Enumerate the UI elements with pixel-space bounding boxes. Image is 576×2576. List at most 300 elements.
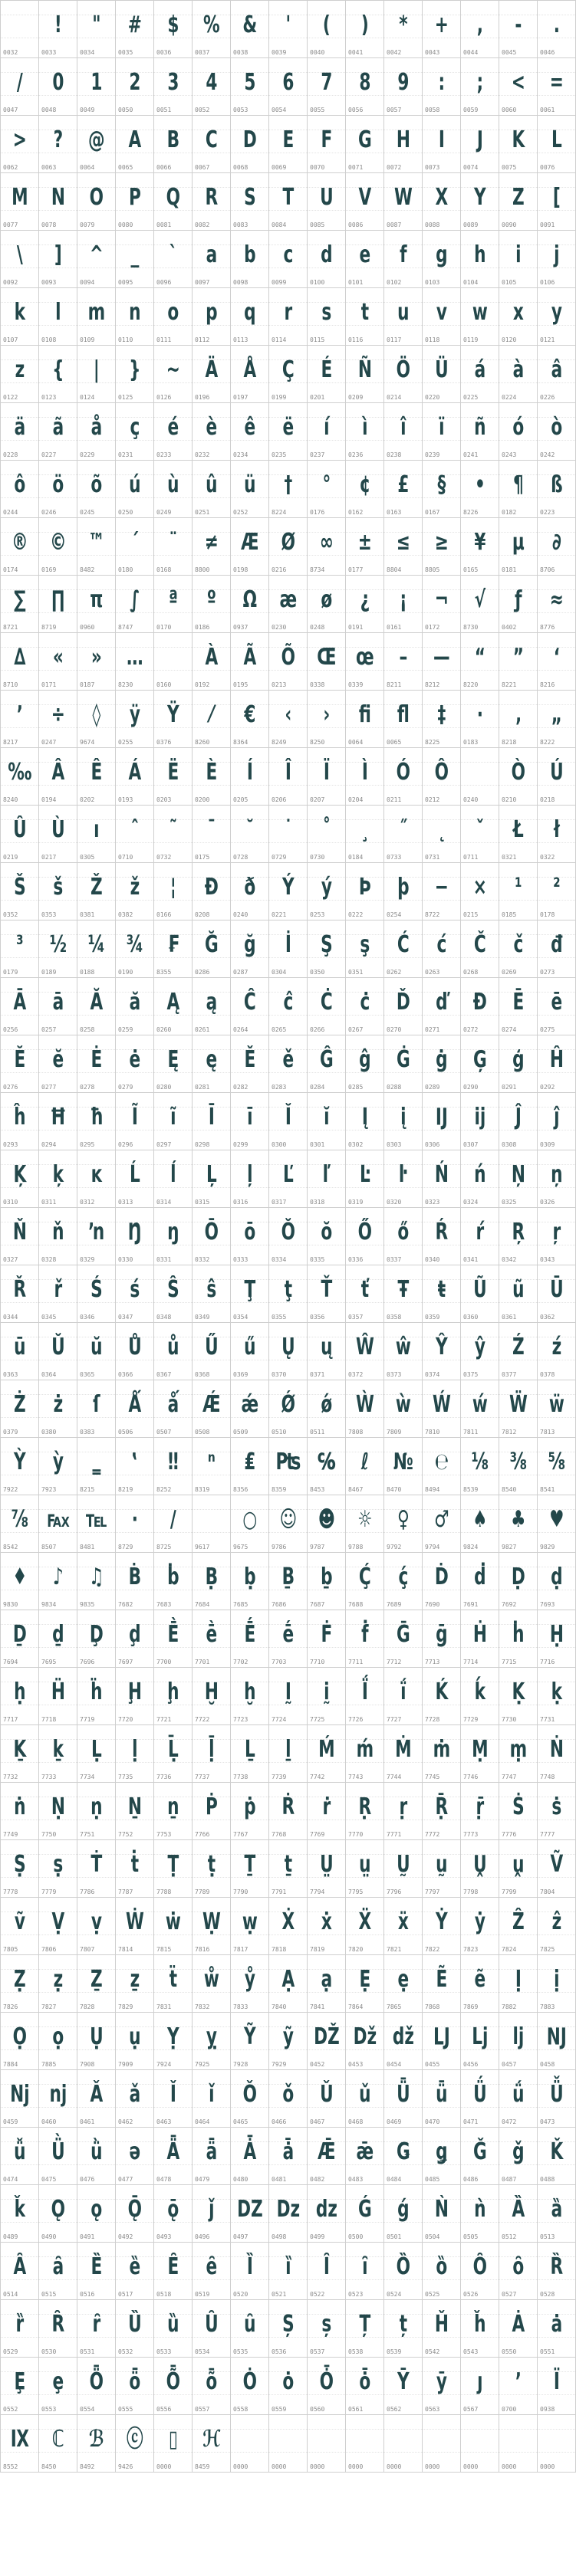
glyph-code-label: 0279 bbox=[118, 1084, 133, 1091]
glyph-code-label: 8710 bbox=[3, 681, 18, 688]
glyph-code-label: 0272 bbox=[463, 1026, 479, 1033]
glyph-cell bbox=[1, 1380, 39, 1438]
glyph-cell bbox=[346, 2070, 384, 2128]
glyph-sample: ¿ bbox=[360, 586, 370, 613]
glyph-cell bbox=[154, 1955, 193, 2013]
glyph-sample: Ṭ bbox=[167, 1851, 179, 1878]
glyph-cell bbox=[538, 1553, 576, 1610]
glyph-code-label: 7909 bbox=[118, 2061, 133, 2068]
glyph-cell bbox=[499, 1093, 538, 1150]
glyph-cell bbox=[308, 288, 346, 346]
glyph-code-label: 0250 bbox=[118, 509, 133, 516]
glyph-cell bbox=[39, 2243, 77, 2300]
glyph-code-label: 0476 bbox=[80, 2176, 95, 2183]
glyph-sample: ŕ bbox=[476, 1219, 484, 1245]
glyph-code-label: 0367 bbox=[156, 1371, 172, 1378]
glyph-cell bbox=[154, 2300, 193, 2358]
glyph-sample: ½ bbox=[49, 931, 67, 958]
glyph-sample: € bbox=[244, 701, 255, 728]
glyph-sample: š bbox=[53, 874, 63, 901]
glyph-cell bbox=[39, 1208, 77, 1265]
glyph-sample: ǵ bbox=[397, 2196, 409, 2223]
glyph-sample: Ỹ bbox=[244, 2023, 255, 2050]
glyph-code-label: 0506 bbox=[118, 1429, 133, 1436]
glyph-code-label: 7738 bbox=[233, 1774, 249, 1780]
glyph-cell bbox=[384, 1035, 423, 1093]
glyph-sample: © bbox=[50, 529, 66, 556]
glyph-sample: P bbox=[128, 184, 141, 211]
glyph-sample: ! bbox=[54, 11, 62, 38]
glyph-code-label: 0456 bbox=[463, 2061, 479, 2068]
glyph-sample: ḫ bbox=[244, 1679, 255, 1705]
glyph-cell bbox=[308, 1, 346, 58]
glyph-code-label: 0377 bbox=[502, 1371, 517, 1378]
glyph-code-label: 7695 bbox=[41, 1659, 57, 1665]
glyph-code-label: 0291 bbox=[502, 1084, 517, 1091]
glyph-code-label: 9830 bbox=[3, 1601, 18, 1608]
glyph-sample: ○ bbox=[242, 1506, 257, 1533]
glyph-sample: I bbox=[438, 126, 445, 153]
glyph-code-label: 0560 bbox=[310, 2406, 325, 2413]
glyph-sample: Ẉ bbox=[202, 1908, 221, 1935]
glyph-cell bbox=[154, 1840, 193, 1898]
glyph-code-label: 0175 bbox=[195, 854, 210, 861]
glyph-cell bbox=[346, 2243, 384, 2300]
glyph-sample: İ bbox=[285, 931, 291, 958]
glyph-code-label: 0261 bbox=[195, 1026, 210, 1033]
glyph-sample: Į bbox=[361, 1104, 368, 1130]
glyph-cell bbox=[461, 173, 499, 231]
glyph-cell bbox=[499, 1323, 538, 1380]
glyph-code-label: 8492 bbox=[80, 2463, 95, 2470]
glyph-cell bbox=[384, 1898, 423, 1955]
glyph-sample: ÿ bbox=[129, 701, 140, 728]
glyph-code-label: 0455 bbox=[425, 2061, 440, 2068]
glyph-code-label: 0732 bbox=[156, 854, 172, 861]
glyph-sample: | bbox=[93, 356, 100, 383]
glyph-sample: 3 bbox=[167, 69, 179, 96]
glyph-code-label: 0505 bbox=[463, 2233, 479, 2240]
glyph-sample: Ë bbox=[167, 759, 179, 786]
glyph-code-label: 8217 bbox=[3, 739, 18, 746]
glyph-code-label: 0106 bbox=[540, 279, 555, 286]
glyph-code-label: 7813 bbox=[540, 1429, 555, 1436]
glyph-sample: Ì bbox=[361, 759, 368, 786]
glyph-code-label: 0277 bbox=[41, 1084, 57, 1091]
glyph-cell bbox=[461, 748, 499, 806]
glyph-code-label: 7822 bbox=[425, 1946, 440, 1953]
glyph-sample: Ħ bbox=[50, 1104, 66, 1130]
glyph-code-label: 7747 bbox=[502, 1774, 517, 1780]
glyph-code-label: 0510 bbox=[272, 1429, 287, 1436]
glyph-cell bbox=[308, 691, 346, 748]
glyph-code-label: 0323 bbox=[425, 1199, 440, 1206]
glyph-code-label: 7746 bbox=[463, 1774, 479, 1780]
glyph-sample: ȭ bbox=[206, 2368, 217, 2395]
glyph-sample: ż bbox=[53, 1391, 63, 1418]
glyph-code-label: 0038 bbox=[233, 49, 249, 56]
glyph-sample: Ņ bbox=[511, 1161, 525, 1188]
glyph-sample: Ů bbox=[128, 1334, 141, 1360]
glyph-cell bbox=[269, 1668, 308, 1725]
glyph-cell bbox=[499, 1668, 538, 1725]
glyph-code-label: 7809 bbox=[387, 1429, 402, 1436]
glyph-cell bbox=[538, 403, 576, 461]
glyph-code-label: 0125 bbox=[118, 394, 133, 401]
glyph-cell bbox=[538, 806, 576, 863]
glyph-code-label: 7769 bbox=[310, 1831, 325, 1838]
glyph-code-label: 0051 bbox=[156, 107, 172, 113]
glyph-cell bbox=[423, 1265, 461, 1323]
glyph-code-label: 8494 bbox=[425, 1486, 440, 1493]
glyph-code-label: 0371 bbox=[310, 1371, 325, 1378]
glyph-cell bbox=[39, 691, 77, 748]
glyph-code-label: 0358 bbox=[387, 1314, 402, 1321]
glyph-cell bbox=[116, 1380, 154, 1438]
glyph-code-label: 7718 bbox=[41, 1716, 57, 1723]
glyph-code-label: 0161 bbox=[387, 624, 402, 631]
glyph-cell bbox=[1, 173, 39, 231]
glyph-sample: Ǖ bbox=[397, 2081, 410, 2108]
glyph-cell bbox=[77, 518, 116, 576]
glyph-cell bbox=[538, 231, 576, 288]
glyph-sample: ĩ bbox=[170, 1104, 176, 1130]
glyph-sample: ℻ bbox=[47, 1506, 69, 1533]
glyph-cell bbox=[1, 1035, 39, 1093]
glyph-sample: Ǽ bbox=[202, 1391, 220, 1418]
glyph-cell bbox=[77, 2243, 116, 2300]
glyph-code-label: 7864 bbox=[348, 2003, 364, 2010]
glyph-sample: Ṗ bbox=[205, 1793, 218, 1820]
glyph-cell bbox=[116, 116, 154, 173]
glyph-code-label: 7693 bbox=[540, 1601, 555, 1608]
glyph-sample: ˜ bbox=[169, 816, 177, 843]
glyph-code-label: 0251 bbox=[195, 509, 210, 516]
glyph-cell bbox=[193, 2070, 231, 2128]
glyph-code-label: 0310 bbox=[3, 1199, 18, 1206]
glyph-cell bbox=[154, 346, 193, 403]
glyph-cell bbox=[346, 2128, 384, 2185]
glyph-cell bbox=[77, 1323, 116, 1380]
glyph-sample: Ǚ bbox=[550, 2081, 563, 2108]
glyph-cell bbox=[77, 1438, 116, 1495]
glyph-cell bbox=[499, 2013, 538, 2070]
glyph-code-label: 9794 bbox=[425, 1544, 440, 1551]
glyph-cell bbox=[154, 1093, 193, 1150]
glyph-sample: ß bbox=[551, 471, 562, 498]
glyph-code-label: 0081 bbox=[156, 222, 172, 228]
glyph-code-label: 0289 bbox=[425, 1084, 440, 1091]
glyph-cell bbox=[269, 748, 308, 806]
glyph-cell bbox=[77, 1093, 116, 1150]
glyph-code-label: 7788 bbox=[156, 1889, 172, 1895]
glyph-cell bbox=[461, 633, 499, 691]
glyph-cell bbox=[423, 288, 461, 346]
glyph-code-label: 0454 bbox=[387, 2061, 402, 2068]
glyph-code-label: 0500 bbox=[348, 2233, 364, 2240]
glyph-sample: Ȋ bbox=[323, 2253, 330, 2280]
glyph-code-label: 0070 bbox=[310, 164, 325, 171]
glyph-cell bbox=[154, 576, 193, 633]
glyph-sample: Ṫ bbox=[91, 1851, 102, 1878]
glyph-cell bbox=[499, 58, 538, 116]
glyph-sample: Ǌ bbox=[546, 2023, 567, 2050]
glyph-code-label: 7799 bbox=[502, 1889, 517, 1895]
glyph-sample: Š bbox=[14, 874, 25, 901]
glyph-cell bbox=[116, 173, 154, 231]
glyph-code-label: 0072 bbox=[387, 164, 402, 171]
glyph-sample: ḟ bbox=[361, 1621, 368, 1648]
glyph-code-label: 0040 bbox=[310, 49, 325, 56]
glyph-code-label: 0239 bbox=[425, 451, 440, 458]
glyph-code-label: 0312 bbox=[80, 1199, 95, 1206]
glyph-sample: Ŭ bbox=[51, 1334, 64, 1360]
glyph-sample: Ŀ bbox=[359, 1161, 370, 1188]
glyph-sample: Ȳ bbox=[397, 2368, 409, 2395]
glyph-cell bbox=[346, 2415, 384, 2473]
glyph-cell bbox=[154, 1208, 193, 1265]
glyph-sample: ḿ bbox=[356, 1736, 374, 1763]
glyph-cell bbox=[231, 1840, 269, 1898]
glyph-cell bbox=[346, 231, 384, 288]
glyph-code-label: 8470 bbox=[387, 1486, 402, 1493]
glyph-code-label: 8539 bbox=[463, 1486, 479, 1493]
glyph-cell bbox=[269, 1035, 308, 1093]
glyph-code-label: 0126 bbox=[156, 394, 172, 401]
glyph-sample: ę bbox=[206, 1046, 217, 1073]
glyph-code-label: 0043 bbox=[425, 49, 440, 56]
glyph-cell bbox=[423, 748, 461, 806]
glyph-code-label: 0483 bbox=[348, 2176, 364, 2183]
glyph-code-label: 7829 bbox=[118, 2003, 133, 2010]
glyph-cell bbox=[39, 806, 77, 863]
glyph-code-label: 0340 bbox=[425, 1256, 440, 1263]
glyph-code-label: 7770 bbox=[348, 1831, 364, 1838]
glyph-code-label: 0296 bbox=[118, 1141, 133, 1148]
glyph-code-label: 0525 bbox=[425, 2291, 440, 2298]
glyph-sample: Q bbox=[166, 184, 180, 211]
glyph-cell bbox=[1, 1265, 39, 1323]
glyph-cell bbox=[1, 1093, 39, 1150]
glyph-sample: Ŗ bbox=[512, 1219, 525, 1245]
glyph-code-label: 0294 bbox=[41, 1141, 57, 1148]
glyph-sample: Ğ bbox=[204, 931, 219, 958]
glyph-sample: Ḿ bbox=[318, 1736, 334, 1763]
glyph-sample: ŵ bbox=[395, 1334, 411, 1360]
glyph-code-label: 7711 bbox=[348, 1659, 364, 1665]
glyph-code-label: 0199 bbox=[272, 394, 287, 401]
glyph-cell bbox=[1, 231, 39, 288]
glyph-sample: Ĩ bbox=[131, 1104, 138, 1130]
glyph-sample: ℂ bbox=[51, 2426, 64, 2453]
glyph-cell bbox=[346, 748, 384, 806]
glyph-code-label: 0504 bbox=[425, 2233, 440, 2240]
glyph-code-label: 0093 bbox=[41, 279, 57, 286]
glyph-sample: Ĭ bbox=[285, 1104, 291, 1130]
glyph-code-label: 0474 bbox=[3, 2176, 18, 2183]
glyph-sample: ť bbox=[360, 1276, 369, 1303]
glyph-cell bbox=[1, 518, 39, 576]
glyph-cell bbox=[231, 1783, 269, 1840]
glyph-code-label: 0459 bbox=[3, 2118, 18, 2125]
glyph-sample: Ý bbox=[282, 874, 294, 901]
glyph-cell bbox=[231, 863, 269, 920]
glyph-sample: ǲ bbox=[276, 2196, 300, 2223]
glyph-sample: C bbox=[205, 126, 218, 153]
glyph-sample: Ẁ bbox=[355, 1391, 374, 1418]
glyph-sample: ĭ bbox=[324, 1104, 329, 1130]
glyph-code-label: 7797 bbox=[425, 1889, 440, 1895]
glyph-sample: a bbox=[206, 241, 217, 268]
glyph-cell bbox=[308, 2128, 346, 2185]
glyph-code-label: 0209 bbox=[348, 394, 364, 401]
glyph-code-label: 0098 bbox=[233, 279, 249, 286]
glyph-sample: ǎ bbox=[129, 2081, 140, 2108]
glyph-sample: N bbox=[51, 184, 65, 211]
glyph-cell bbox=[39, 2013, 77, 2070]
glyph-cell bbox=[193, 1495, 231, 1553]
glyph-code-label: 0266 bbox=[310, 1026, 325, 1033]
glyph-code-label: 0169 bbox=[41, 566, 57, 573]
glyph-sample: ₧ bbox=[275, 1449, 301, 1475]
glyph-code-label: 0356 bbox=[310, 1314, 325, 1321]
glyph-code-label: 0567 bbox=[463, 2406, 479, 2413]
glyph-cell bbox=[423, 1438, 461, 1495]
glyph-sample: ṣ bbox=[53, 1851, 63, 1878]
glyph-cell bbox=[39, 1150, 77, 1208]
glyph-code-label: 0092 bbox=[3, 279, 18, 286]
glyph-code-label: 0383 bbox=[80, 1429, 95, 1436]
glyph-cell bbox=[499, 2070, 538, 2128]
glyph-cell bbox=[269, 2243, 308, 2300]
glyph-cell bbox=[39, 1323, 77, 1380]
glyph-cell bbox=[461, 403, 499, 461]
glyph-cell bbox=[269, 1438, 308, 1495]
glyph-sample: · bbox=[476, 701, 483, 728]
glyph-code-label: 7753 bbox=[156, 1831, 172, 1838]
glyph-code-label: 0205 bbox=[233, 796, 249, 803]
glyph-sample: ḋ bbox=[474, 1564, 485, 1590]
glyph-cell bbox=[116, 576, 154, 633]
glyph-code-label: 0304 bbox=[272, 969, 287, 976]
glyph-code-label: 0202 bbox=[80, 796, 95, 803]
glyph-code-label: 7778 bbox=[3, 1889, 18, 1895]
glyph-sample: Ẅ bbox=[509, 1391, 528, 1418]
glyph-sample: ė bbox=[129, 1046, 140, 1073]
glyph-code-label: 0938 bbox=[540, 2406, 555, 2413]
glyph-code-label: 0331 bbox=[156, 1256, 172, 1263]
glyph-code-label: 0529 bbox=[3, 2348, 18, 2355]
glyph-code-label: 0036 bbox=[156, 49, 172, 56]
glyph-code-label: 0514 bbox=[3, 2291, 18, 2298]
glyph-cell bbox=[77, 2358, 116, 2415]
glyph-cell bbox=[346, 1725, 384, 1783]
glyph-sample: Ḕ bbox=[167, 1621, 179, 1648]
glyph-sample: é bbox=[167, 414, 179, 441]
glyph-cell bbox=[1, 806, 39, 863]
glyph-code-label: 0553 bbox=[41, 2406, 57, 2413]
glyph-cell bbox=[346, 633, 384, 691]
glyph-sample: ô bbox=[14, 471, 25, 498]
glyph-code-label: 0259 bbox=[118, 1026, 133, 1033]
glyph-code-label: 7832 bbox=[195, 2003, 210, 2010]
glyph-cell bbox=[346, 1380, 384, 1438]
glyph-sample: ȧ bbox=[551, 2311, 562, 2338]
glyph-cell bbox=[346, 173, 384, 231]
glyph-cell bbox=[269, 58, 308, 116]
glyph-cell bbox=[231, 806, 269, 863]
glyph-code-label: 7816 bbox=[195, 1946, 210, 1953]
glyph-sample: Ţ bbox=[244, 1276, 255, 1303]
glyph-sample: ź bbox=[551, 1334, 561, 1360]
glyph-cell bbox=[384, 1208, 423, 1265]
glyph-cell bbox=[154, 1783, 193, 1840]
glyph-cell bbox=[154, 920, 193, 978]
glyph-sample: ḹ bbox=[209, 1736, 214, 1763]
glyph-code-label: 7712 bbox=[387, 1659, 402, 1665]
glyph-cell bbox=[461, 1840, 499, 1898]
glyph-cell bbox=[1, 2128, 39, 2185]
glyph-code-label: 0076 bbox=[540, 164, 555, 171]
glyph-code-label: 0068 bbox=[233, 164, 249, 171]
glyph-cell bbox=[231, 1093, 269, 1150]
glyph-sample: Ȫ bbox=[89, 2368, 104, 2395]
glyph-sample: ǫ bbox=[91, 2196, 102, 2223]
glyph-cell bbox=[116, 691, 154, 748]
glyph-sample: ≈ bbox=[549, 586, 564, 613]
glyph-cell bbox=[269, 576, 308, 633]
glyph-code-label: 0557 bbox=[195, 2406, 210, 2413]
glyph-cell bbox=[116, 288, 154, 346]
glyph-code-label: 8706 bbox=[540, 566, 555, 573]
glyph-sample: ŉ bbox=[88, 1219, 104, 1245]
glyph-code-label: 0375 bbox=[463, 1371, 479, 1378]
glyph-cell bbox=[499, 920, 538, 978]
glyph-code-label: 0084 bbox=[272, 222, 287, 228]
glyph-sample: ṯ bbox=[284, 1851, 292, 1878]
glyph-cell bbox=[538, 1150, 576, 1208]
glyph-sample: Ṙ bbox=[281, 1793, 295, 1820]
glyph-cell bbox=[39, 1495, 77, 1553]
glyph-code-label: 0556 bbox=[156, 2406, 172, 2413]
glyph-cell bbox=[231, 58, 269, 116]
glyph-sample: ☼ bbox=[357, 1506, 372, 1533]
glyph-cell bbox=[77, 806, 116, 863]
glyph-sample: í bbox=[324, 414, 329, 441]
glyph-code-label: 0058 bbox=[425, 107, 440, 113]
glyph-code-label: 7828 bbox=[80, 2003, 95, 2010]
glyph-code-label: 0563 bbox=[425, 2406, 440, 2413]
glyph-cell bbox=[461, 2185, 499, 2243]
glyph-sample: ∆ bbox=[14, 644, 25, 671]
glyph-code-label: 0292 bbox=[540, 1084, 555, 1091]
glyph-cell bbox=[346, 1783, 384, 1840]
glyph-cell bbox=[39, 2128, 77, 2185]
glyph-cell bbox=[193, 2243, 231, 2300]
glyph-sample: à bbox=[512, 356, 524, 383]
glyph-sample: ≥ bbox=[434, 529, 449, 556]
glyph-cell bbox=[423, 2128, 461, 2185]
glyph-code-label: 0180 bbox=[118, 566, 133, 573]
glyph-code-label: 0733 bbox=[387, 854, 402, 861]
glyph-code-label: 0168 bbox=[156, 566, 172, 573]
glyph-code-label: 7744 bbox=[387, 1774, 402, 1780]
glyph-cell bbox=[116, 1323, 154, 1380]
glyph-cell bbox=[193, 1668, 231, 1725]
glyph-code-label: 0037 bbox=[195, 49, 210, 56]
glyph-sample: ḯ bbox=[400, 1679, 406, 1705]
glyph-sample: Ǣ bbox=[318, 2138, 335, 2165]
